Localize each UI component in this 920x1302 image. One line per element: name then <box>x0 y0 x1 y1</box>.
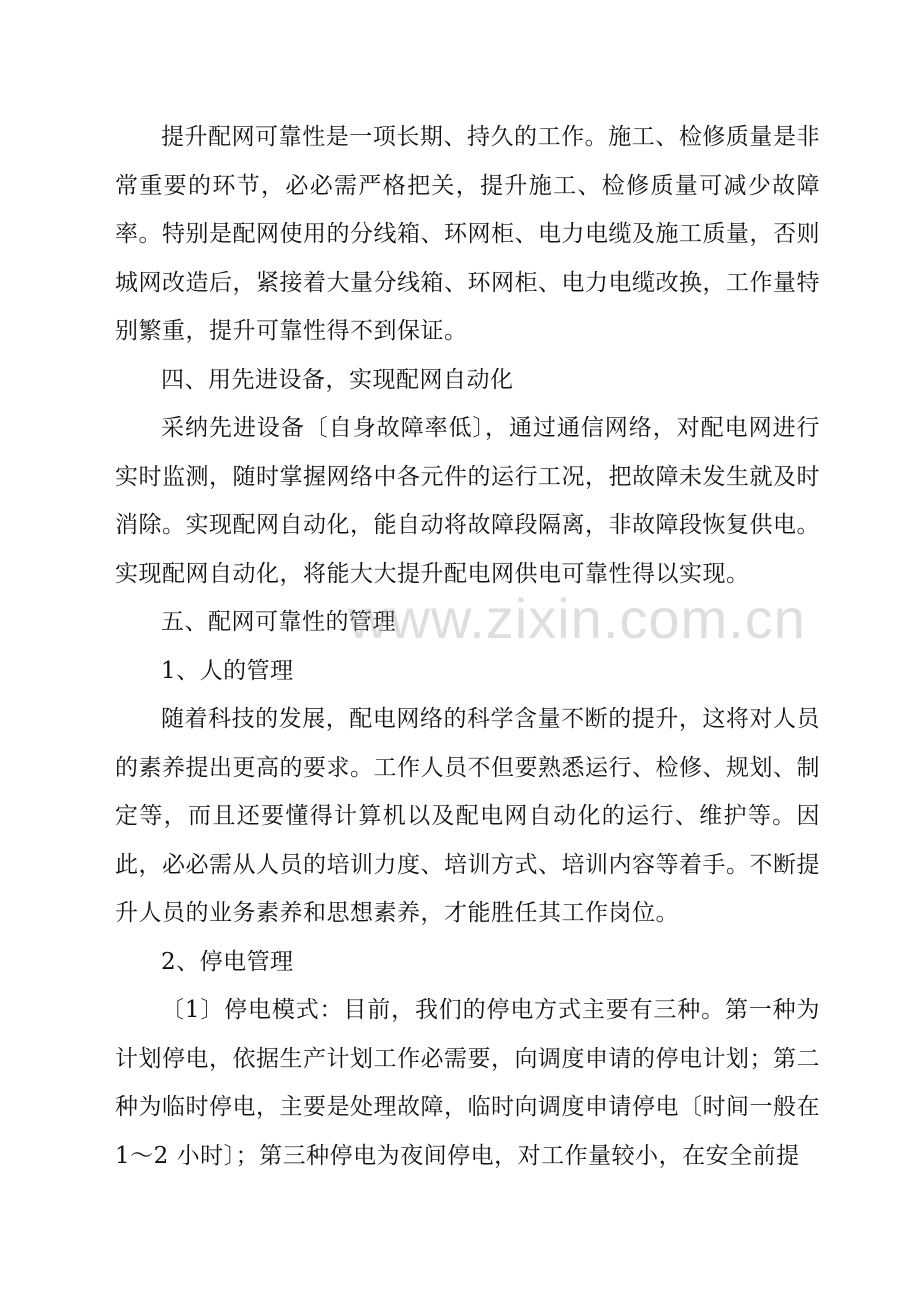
section-heading-reliability-management: 五、配网可靠性的管理 <box>161 609 396 635</box>
paragraph-outage-modes: 〔1〕停电模式：目前，我们的停电方式主要有三种。第一种为计划停电，依据生产计划工作必需要，向调度申请的停电计划；第二种为临时停电，主要是处理故障，临时向调度申请停电〔时间一般在 1～2 小时〕；第三种停电为夜间停电，对工作量较小，在安全前提 <box>115 997 820 1169</box>
document-body <box>115 113 820 1180</box>
section-heading-automation: 四、用先进设备，实现配网自动化 <box>161 366 514 393</box>
paragraph-advanced-equipment: 采纳先进设备〔自身故障率低〕，通过通信网络，对配电网进行实时监测，随时掌握网络中各元件的运行工况，把故障未发生就及时消除。实现配网自动化，能自动将故障段隔离，非故障段恢复供电。实现配网自动化，将能大大提升配电网供电可靠性得以实现。 <box>115 415 820 587</box>
paragraph-staff-training: 随着科技的发展，配电网络的科学含量不断的提升，这将对人员的素养提出更高的要求。工作人员不但要熟悉运行、检修、规划、制定等，而且还要懂得计算机以及配电网自动化的运行、维护等。因此，必必需从人员的培训力度、培训方式、培训内容等着手。不断提升人员的业务素养和思想素养，才能胜任其工作岗位。 <box>115 706 820 926</box>
subheading-people-management: 1、人的管理 <box>161 657 294 684</box>
paragraph-reliability-work: 提升配网可靠性是一项长期、持久的工作。施工、检修质量是非常重要的环节，必必需严格把关，提升施工、检修质量可减少故障率。特别是配网使用的分线箱、环网柜、电力电缆及施工质量，否则城网改造后，紧接着大量分线箱、环网柜、电力电缆改换，工作量特别繁重，提升可靠性得不到保证。 <box>115 124 820 344</box>
watermark: www.zixin.com.cn <box>348 587 806 650</box>
subheading-outage-management: 2、停电管理 <box>161 948 294 975</box>
